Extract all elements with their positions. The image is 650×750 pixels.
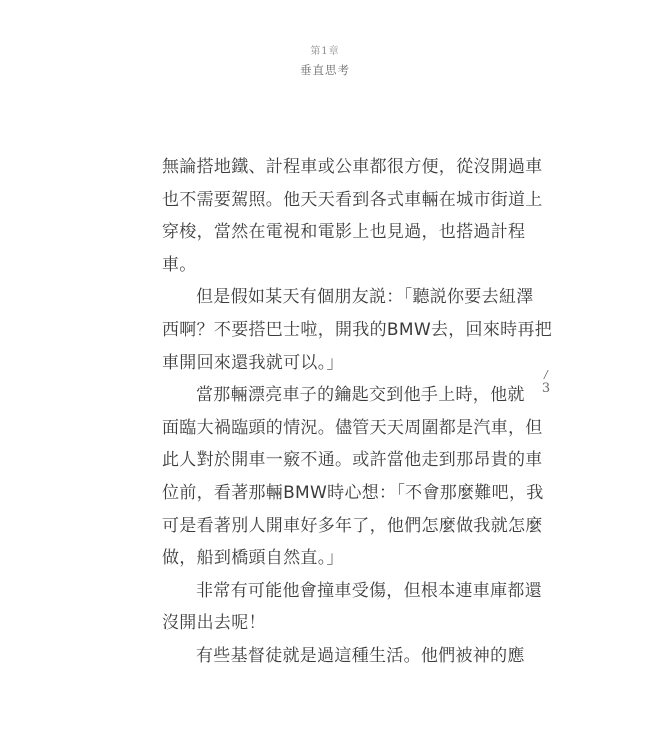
text-line: 可是看著別人開車好多年了，他們怎麼做我就怎麼 <box>162 515 543 536</box>
chapter-label: 第1章 <box>310 46 340 57</box>
text-line: 有些基督徒就是過這種生活。他們被神的應 <box>196 645 525 666</box>
page-marker <box>538 368 554 397</box>
paragraph <box>162 379 544 575</box>
text-line: 無論搭地鐵、計程車或公車都很方便，從沒開過車 <box>162 157 543 177</box>
text-line: 穿梭，當然在電視和電影上也見過，也搭過計程 <box>162 222 526 243</box>
text-line: 做，船到橋頭自然直。」 <box>162 548 344 569</box>
text-line: 但是假如某天有個朋友説：「聽説你要去紐澤 <box>196 287 534 308</box>
paragraph <box>162 151 543 281</box>
chapter-title: 垂直思考 <box>300 63 350 77</box>
paragraph <box>162 281 553 379</box>
page-number: 3 <box>541 381 551 396</box>
paragraph <box>162 575 542 640</box>
text-line: 西啊？不要搭巴士啦，開我的BMW去，回來時再把 <box>162 319 553 340</box>
text-line: 沒開出去呢！ <box>162 613 266 634</box>
text-line: 車。 <box>162 254 197 275</box>
text-line: 位前，看著那輛BMW時心想：「不會那麼難吧，我 <box>162 482 544 503</box>
text-line: 車開回來還我就可以。」 <box>162 352 344 373</box>
text-line: 非常有可能他會撞車受傷，但根本連車庫都還 <box>196 580 542 601</box>
text-line: 此人對於開車一竅不通。或許當他走到那昂貴的車 <box>162 450 543 471</box>
text-line: 也不需要駕照。他天天看到各式車輛在城市街道上 <box>162 189 543 210</box>
text-line: 面臨大禍臨頭的情況。儘管天天周圍都是汽車，但 <box>162 417 543 438</box>
body-text <box>162 151 553 673</box>
paragraph <box>162 640 525 673</box>
page-slash: / <box>542 368 550 381</box>
text-line: 當那輛漂亮車子的鑰匙交到他手上時，他就 <box>196 385 525 406</box>
